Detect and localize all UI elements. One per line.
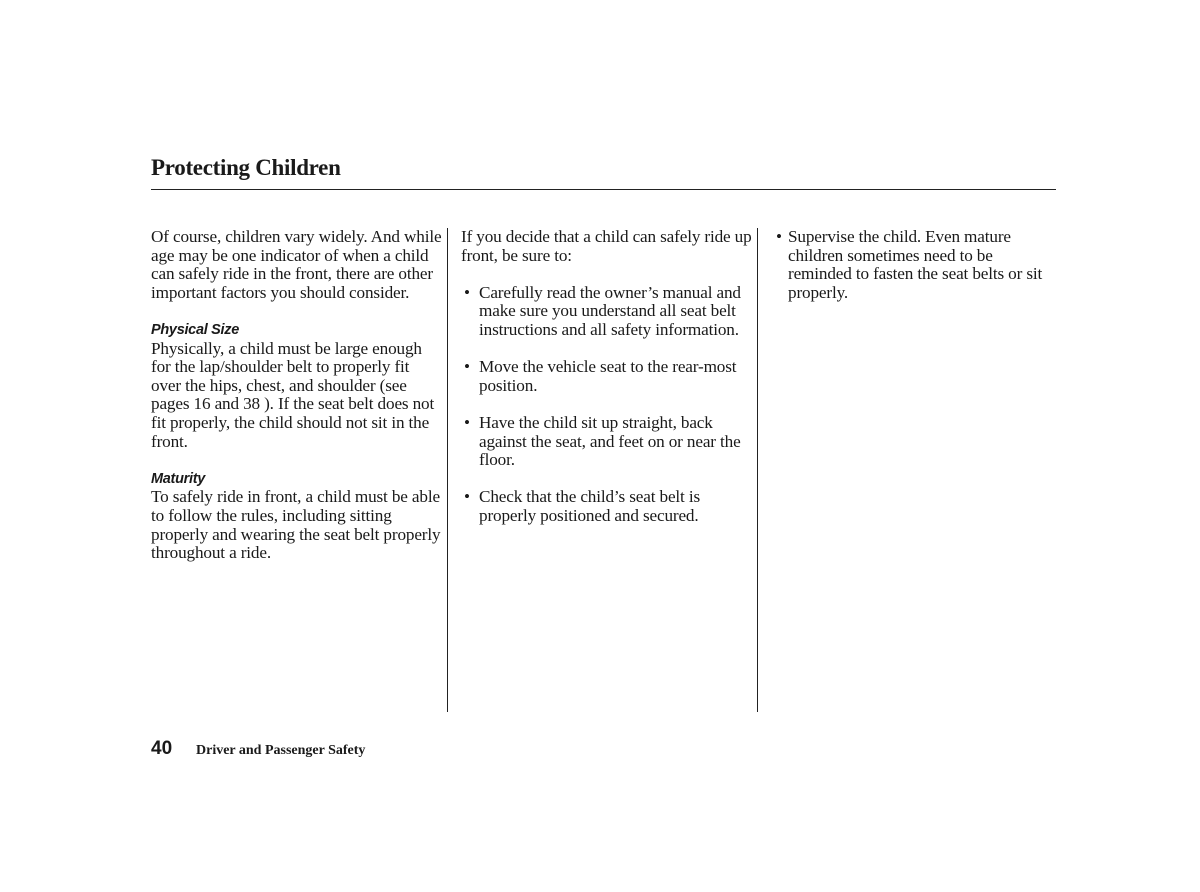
list-item bbox=[461, 284, 753, 340]
column-1 bbox=[151, 228, 443, 581]
bullet-icon: • bbox=[464, 412, 470, 432]
list-item-text: Move the vehicle seat to the rear-most position. bbox=[479, 357, 737, 395]
checklist-continued bbox=[776, 228, 1056, 302]
checklist-intro: If you decide that a child can safely ride up front, be sure to: bbox=[461, 227, 752, 265]
bullet-icon: • bbox=[776, 227, 782, 246]
intro-paragraph: Of course, children vary widely. And while age may be one indicator of when a child can safely ride in the front, there are other important factors you should consider. bbox=[151, 227, 442, 302]
maturity-heading: Maturity bbox=[151, 470, 205, 487]
bullet-icon: • bbox=[464, 357, 470, 377]
page-title: Protecting Children bbox=[151, 155, 341, 180]
checklist bbox=[461, 284, 753, 526]
physical-size-paragraph: Physically, a child must be large enough for the lap/shoulder belt to properly fit over the hips, chest, and shoulder (see pages 16 and 38 ). If the seat belt does not fit properly, the child should not sit in the front. bbox=[151, 338, 435, 451]
list-item-text: Supervise the child. Even mature children sometimes need to be reminded to fasten the seat belts or sit properly. bbox=[788, 227, 1043, 302]
list-item-text: Have the child sit up straight, back against the seat, and feet on or near the floor. bbox=[479, 412, 741, 470]
bullet-icon: • bbox=[464, 487, 470, 507]
column-2 bbox=[461, 228, 753, 544]
column-3 bbox=[776, 228, 1056, 321]
list-item-text: Check that the child’s seat belt is properly positioned and secured. bbox=[479, 487, 700, 525]
maturity-paragraph: To safely ride in front, a child must be able to follow the rules, including sitting properly and wearing the seat belt properly throughout a ride. bbox=[151, 487, 441, 563]
page-number: 40 bbox=[151, 738, 173, 759]
list-item bbox=[461, 414, 753, 470]
list-item bbox=[461, 358, 753, 395]
list-item bbox=[461, 488, 753, 525]
column-divider-2 bbox=[757, 228, 758, 712]
list-item bbox=[776, 228, 1056, 302]
list-item-text: Carefully read the owner’s manual and make sure you understand all seat belt instructions and all safety information. bbox=[479, 282, 741, 339]
title-divider bbox=[151, 189, 1056, 190]
physical-size-heading: Physical Size bbox=[151, 321, 239, 338]
column-divider-1 bbox=[447, 228, 448, 712]
bullet-icon: • bbox=[464, 282, 470, 302]
section-name: Driver and Passenger Safety bbox=[196, 743, 366, 758]
